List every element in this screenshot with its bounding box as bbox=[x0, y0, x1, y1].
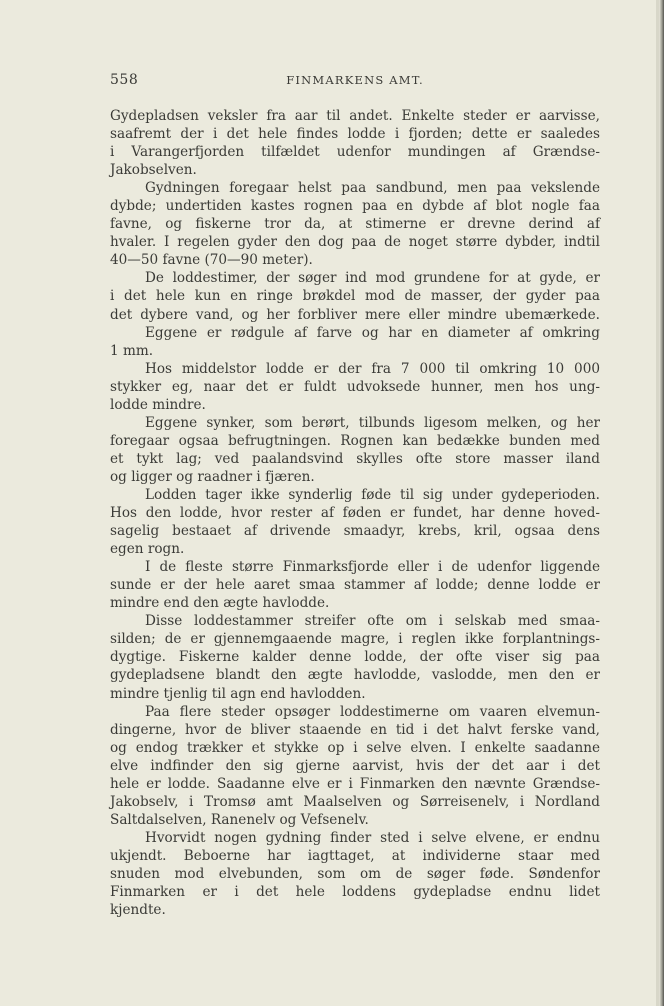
text-line: dybde; undertiden kastes rognen paa en dybde af blot nogle faa bbox=[110, 198, 600, 215]
text-line: 40—50 favne (70—90 meter). bbox=[110, 252, 313, 269]
text-line: stykker eg, naar det er fuldt udvoksede hunner, men hos ung- bbox=[110, 378, 600, 395]
text-line: Gydningen foregaar helst paa sandbund, men paa vekslende bbox=[145, 180, 600, 197]
text-line: et tykt lag; ved paalandsvind skylles ofte store masser iland bbox=[110, 450, 600, 467]
text-line: mindre tjenlig til agn end havlodden. bbox=[110, 685, 366, 702]
text-line: Hos den lodde, hvor rester af føden er fundet, har denne hoved- bbox=[110, 505, 600, 522]
text-line: Lodden tager ikke synderlig føde til sig under gydeperioden. bbox=[145, 486, 600, 503]
text-line: sagelig bestaaet af drivende smaadyr, krebs, kril, ogsaa dens bbox=[110, 523, 600, 540]
page-header bbox=[110, 72, 600, 92]
text-line: hvaler. I regelen gyder den dog paa de noget større dybder, indtil bbox=[110, 234, 600, 251]
text-line: saafremt der i det hele findes lodde i fjorden; dette er saaledes bbox=[110, 126, 600, 143]
text-line: Disse loddestammer streifer ofte om i selskab med smaa- bbox=[145, 613, 600, 630]
text-line: kjendte. bbox=[110, 902, 166, 919]
text-line: Hos middelstor lodde er der fra 7 000 til omkring 10 000 bbox=[145, 360, 600, 377]
text-line: Saltdalselven, Ranenelv og Vefsenelv. bbox=[110, 811, 369, 828]
text-line: dygtige. Fiskerne kalder denne lodde, der ofte viser sig paa bbox=[110, 649, 600, 666]
text-line: elve indfinder den sig gjerne aarvist, hvis der det aar i det bbox=[110, 757, 600, 774]
text-line: Eggene synker, som berørt, tilbunds ligesom melken, og her bbox=[145, 414, 600, 431]
text-line: i det hele kun en ringe brøkdel mod de masser, der gyder paa bbox=[110, 288, 600, 305]
text-line: 1 mm. bbox=[110, 342, 154, 359]
text-line: I de fleste større Finmarksfjorde eller i de udenfor liggende bbox=[145, 559, 600, 576]
text-line: gydepladsene blandt den ægte havlodde, vaslodde, men den er bbox=[110, 667, 600, 684]
text-line: og ligger og raadner i fjæren. bbox=[110, 468, 315, 485]
text-line: dingerne, hvor de bliver staaende en tid i det halvt ferske vand, bbox=[110, 721, 600, 738]
text-line: Eggene er rødgule af farve og har en diameter af omkring bbox=[145, 324, 600, 341]
text-line: Hvorvidt nogen gydning finder sted i selve elvene, er endnu bbox=[145, 829, 600, 846]
text-line: lodde mindre. bbox=[110, 396, 206, 413]
text-line: hele er lodde. Saadanne elve er i Finmarken den nævnte Grændse- bbox=[110, 775, 600, 792]
text-line: Paa flere steder opsøger loddestimerne om vaaren elvemun- bbox=[145, 703, 600, 720]
text-line: favne, og fiskerne tror da, at stimerne er drevne derind af bbox=[110, 216, 600, 233]
text-line: snuden mod elvebunden, som om de søger føde. Søndenfor bbox=[110, 865, 600, 882]
text-line: det dybere vand, og her forbliver mere eller mindre ubemærkede. bbox=[110, 306, 600, 323]
text-line: Jakobselv, i Tromsø amt Maalselven og Sørreisenelv, i Nordland bbox=[110, 793, 600, 810]
page-edge bbox=[659, 0, 664, 1006]
page-number: 558 bbox=[110, 72, 139, 88]
text-line: silden; de er gjennemgaaende magre, i reglen ikke forplantnings- bbox=[110, 631, 600, 648]
text-line: foregaar ogsaa befrugtningen. Rognen kan bedække bunden med bbox=[110, 432, 600, 449]
text-line: Finmarken er i det hele loddens gydepladse endnu lidet bbox=[110, 884, 600, 901]
text-line: mindre end den ægte havlodde. bbox=[110, 595, 330, 612]
text-line: Jakobselven. bbox=[110, 162, 197, 179]
text-line: Gydepladsen veksler fra aar til andet. Enkelte steder er aarvisse, bbox=[110, 108, 600, 124]
body-text bbox=[110, 107, 600, 919]
text-line: ukjendt. Beboerne har iagttaget, at individerne staar med bbox=[110, 847, 600, 864]
text-line: sunde er der hele aaret smaa stammer af lodde; denne lodde er bbox=[110, 577, 600, 594]
text-line: i Varangerfjorden tilfældet udenfor mundingen af Grændse- bbox=[110, 144, 600, 161]
text-line: egen rogn. bbox=[110, 541, 185, 558]
running-title: FINMARKENS AMT. bbox=[286, 73, 424, 87]
text-line: og endog trækker et stykke op i selve elven. I enkelte saadanne bbox=[110, 739, 600, 756]
text-line: De loddestimer, der søger ind mod grundene for at gyde, er bbox=[145, 270, 600, 287]
